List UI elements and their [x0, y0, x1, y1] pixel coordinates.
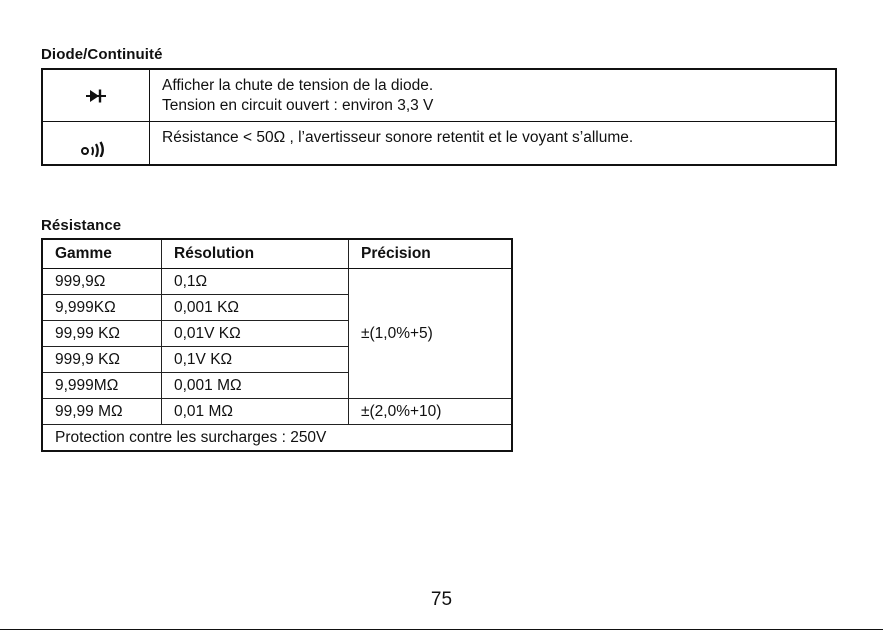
diode-description-cell	[150, 69, 837, 122]
column-header-resolution: Résolution	[162, 239, 349, 269]
resolution-cell: 0,01V KΩ	[162, 321, 349, 347]
column-header-precision: Précision	[349, 239, 513, 269]
table-row	[42, 269, 512, 295]
precision-cell-main: ±(1,0%+5)	[349, 269, 513, 399]
bottom-rule	[0, 629, 883, 630]
resolution-cell: 0,01 MΩ	[162, 399, 349, 425]
resolution-cell: 0,1V KΩ	[162, 347, 349, 373]
diode-symbol-cell	[42, 69, 150, 122]
resolution-cell: 0,001 KΩ	[162, 295, 349, 321]
table-row	[42, 425, 512, 452]
table-row	[42, 122, 836, 166]
resistance-table	[41, 238, 513, 452]
range-cell: 9,999KΩ	[42, 295, 162, 321]
continuity-description-cell	[150, 122, 837, 166]
diode-icon	[85, 88, 107, 104]
table-header-row	[42, 239, 512, 269]
table-row	[42, 69, 836, 122]
diode-section-title: Diode/Continuité	[41, 46, 163, 63]
range-cell: 999,9 KΩ	[42, 347, 162, 373]
diode-continuity-table	[41, 68, 837, 166]
table-row	[42, 399, 512, 425]
continuity-description-line: Résistance < 50Ω , l’avertisseur sonore retentit et le voyant s’allume.	[162, 129, 634, 146]
column-header-range: Gamme	[42, 239, 162, 269]
resistance-section-title: Résistance	[41, 217, 122, 234]
diode-description-line-2: Tension en circuit ouvert : environ 3,3 V	[162, 96, 434, 114]
buzzer-symbol-cell	[42, 122, 150, 166]
precision-cell-last: ±(2,0%+10)	[349, 399, 513, 425]
resolution-cell: 0,1Ω	[162, 269, 349, 295]
protection-note: Protection contre les surcharges : 250V	[42, 425, 512, 452]
diode-description-line-1: Afficher la chute de tension de la diode.	[162, 76, 434, 94]
page-number: 75	[430, 589, 453, 610]
range-cell: 999,9Ω	[42, 269, 162, 295]
resolution-cell: 0,001 MΩ	[162, 373, 349, 399]
buzzer-icon	[80, 139, 112, 157]
range-cell: 9,999MΩ	[42, 373, 162, 399]
range-cell: 99,99 KΩ	[42, 321, 162, 347]
range-cell: 99,99 MΩ	[42, 399, 162, 425]
